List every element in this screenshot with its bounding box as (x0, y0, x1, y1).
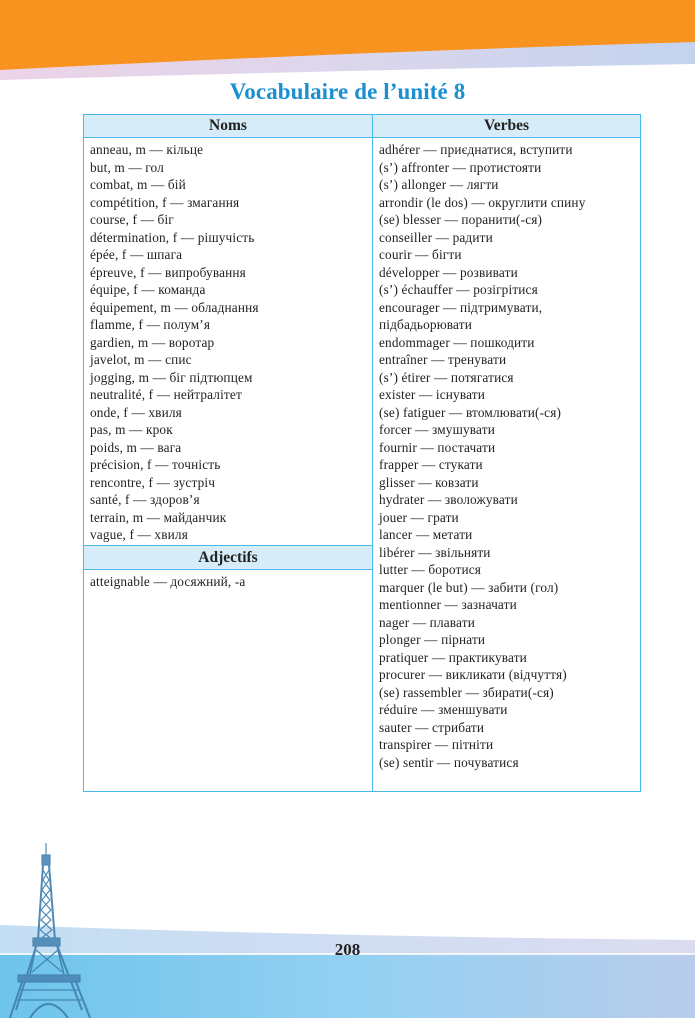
vocab-entry: combat, m — бій (90, 177, 186, 192)
vocab-entry: course, f — біг (90, 212, 174, 227)
vocab-entry: encourager — підтримувати, підбадьорювати (379, 299, 543, 332)
vocab-entry: compétition, f — змагання (90, 194, 240, 210)
vocab-entry: exister — існувати (379, 387, 486, 402)
vocab-entry: réduire — зменшувати (379, 702, 508, 717)
page-number: 208 (334, 940, 361, 959)
vocab-entry: (se) sentir — почуватися (379, 754, 519, 770)
right-column (373, 115, 640, 791)
vocab-entry: (s’) échauffer — розігрітися (379, 282, 538, 297)
noms-header: Noms (84, 115, 372, 138)
vocab-entry: transpirer — пітніти (379, 737, 494, 752)
adjectifs-list (84, 570, 372, 791)
vocab-entry: plonger — пірнати (379, 632, 486, 647)
bottom-dark-band (0, 955, 695, 1018)
vocab-entry: (s’) allonger — лягти (379, 177, 499, 192)
vocab-entry: épreuve, f — випробування (90, 264, 246, 280)
vocab-entry: courir — бігти (379, 247, 462, 262)
vocab-entry: épée, f — шпага (90, 247, 183, 262)
verbes-header: Verbes (373, 115, 640, 138)
vocab-entry: développer — розвивати (379, 264, 518, 280)
vocab-entry: jouer — грати (379, 509, 459, 525)
vocab-entry: poids, m — вага (90, 439, 182, 455)
vocab-entry: jogging, m — біг підтюпцем (90, 369, 253, 385)
vocab-entry: (s’) étirer — потягатися (379, 369, 514, 385)
vocab-entry: gardien, m — воротар (90, 334, 215, 350)
vocab-entry: entraîner — тренувати (379, 352, 507, 367)
vocab-entry: mentionner — зазначати (379, 597, 517, 612)
vocab-entry: fournir — постачати (379, 439, 496, 455)
verbes-list (373, 138, 640, 771)
vocab-entry: nager — плавати (379, 614, 475, 630)
vocab-entry: précision, f — точність (90, 457, 221, 472)
vocab-entry: frapper — стукати (379, 457, 483, 472)
vocab-entry: onde, f — хвиля (90, 404, 182, 420)
vocab-entry: terrain, m — майданчик (90, 509, 227, 525)
adjectifs-header: Adjectifs (84, 545, 372, 570)
vocab-entry: libérer — звільняти (379, 544, 491, 560)
vocab-entry: adhérer — приєднатися, вступити (379, 142, 573, 157)
vocab-entry: javelot, m — спис (90, 352, 192, 367)
vocab-entry: anneau, m — кільце (90, 142, 204, 157)
left-column (84, 115, 373, 791)
vocab-entry: but, m — гол (90, 159, 164, 175)
vocab-entry: flamme, f — полум’я (90, 317, 211, 332)
vocab-entry: glisser — ковзати (379, 474, 479, 490)
page-title: Vocabulaire de l’unité 8 (229, 79, 466, 104)
vocab-entry: marquer (le but) — забити (гол) (379, 579, 559, 595)
vocab-entry: (se) rassembler — збирати(-ся) (379, 684, 554, 700)
vocab-entry: (s’) affronter — протистояти (379, 159, 542, 175)
vocab-entry: endommager — пошкодити (379, 334, 535, 350)
vocab-entry: pratiquer — практикувати (379, 649, 527, 665)
vocab-entry: arrondir (le dos) — округлити спину (379, 194, 586, 210)
vocab-entry: neutralité, f — нейтралітет (90, 387, 242, 402)
vocab-entry: procurer — викликати (відчуття) (379, 667, 567, 682)
vocab-entry: (se) fatiguer — втомлювати(-ся) (379, 404, 562, 420)
vocabulary-table (83, 114, 641, 792)
vocab-entry: rencontre, f — зустріч (90, 474, 216, 490)
vocab-entry: atteignable — досяжний, -а (90, 574, 246, 589)
vocab-entry: équipement, m — обладнання (90, 299, 259, 315)
vocab-entry: conseiller — радити (379, 229, 493, 245)
vocab-entry: pas, m — крок (90, 422, 173, 437)
vocab-entry: lutter — боротися (379, 562, 482, 577)
vocab-entry: équipe, f — команда (90, 282, 206, 297)
vocab-entry: santé, f — здоров’я (90, 492, 200, 507)
vocab-entry: forcer — змушувати (379, 422, 495, 437)
vocab-entry: vague, f — хвиля (90, 527, 188, 542)
noms-list (84, 138, 372, 544)
vocab-entry: (se) blesser — поранити(-ся) (379, 212, 543, 227)
vocab-entry: détermination, f — рішучість (90, 229, 255, 245)
vocab-entry: lancer — метати (379, 527, 473, 542)
vocab-entry: sauter — стрибати (379, 719, 485, 735)
vocab-entry: hydrater — зволожувати (379, 492, 518, 507)
